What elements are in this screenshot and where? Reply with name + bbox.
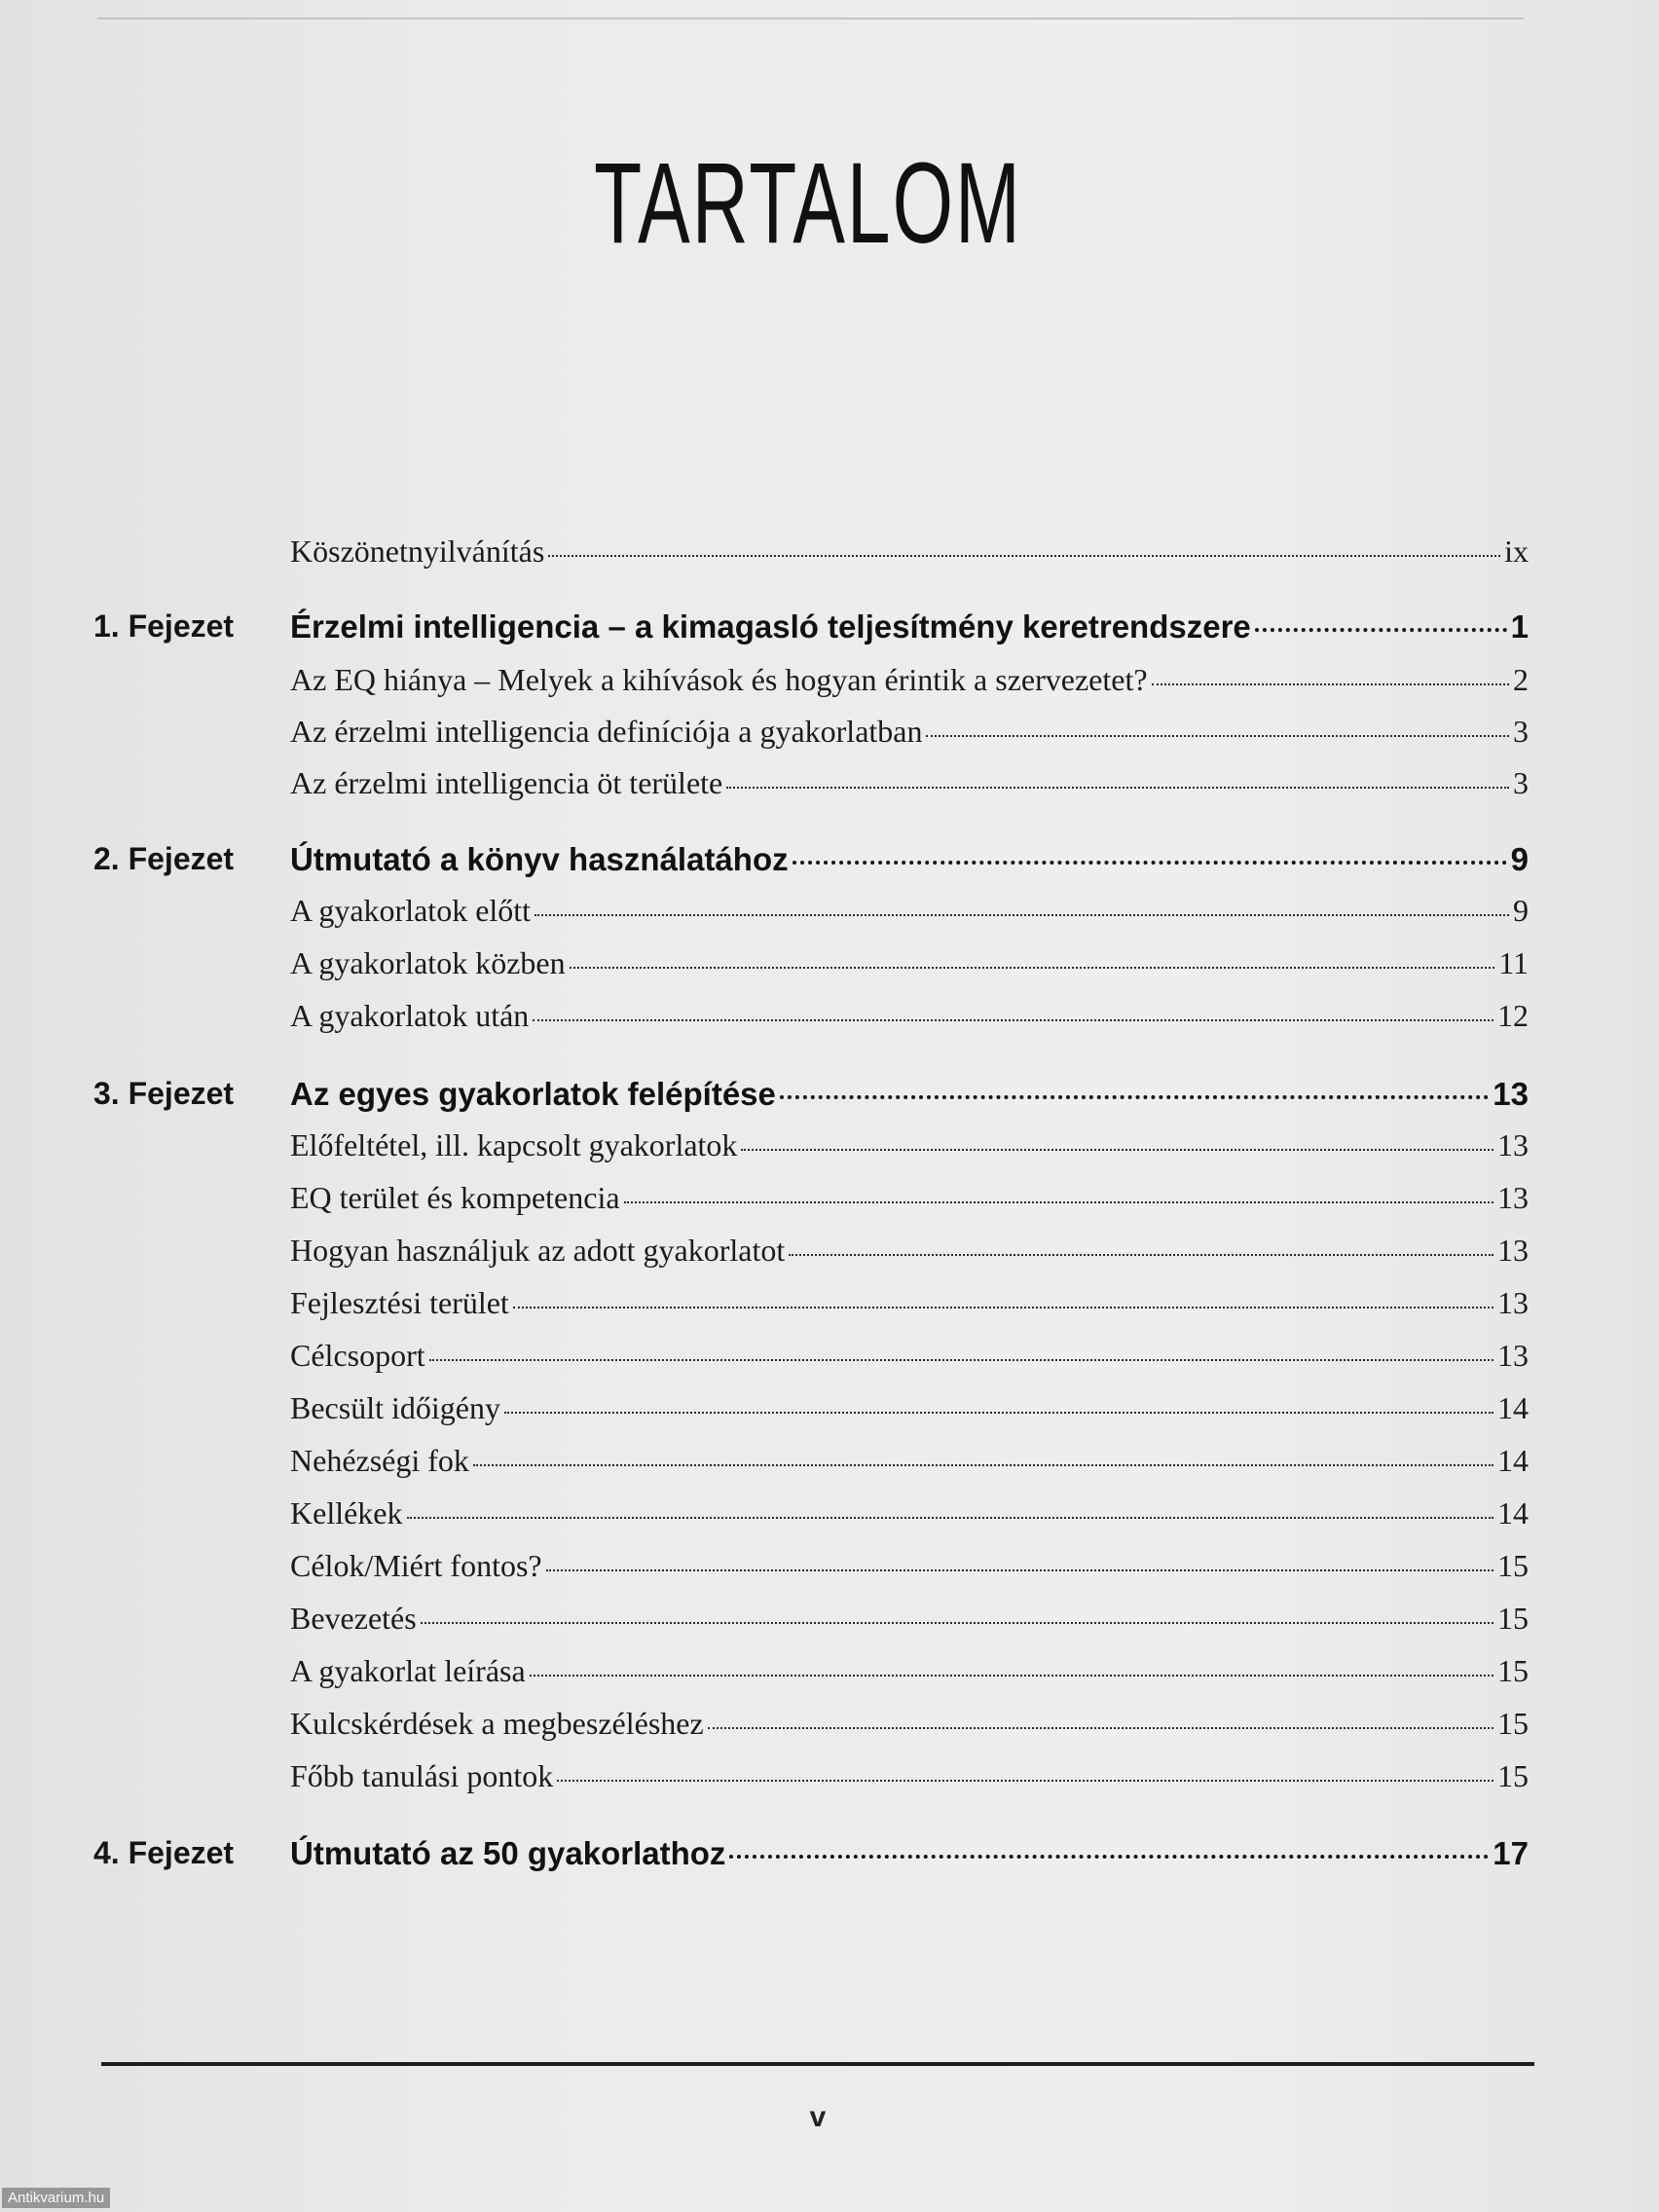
toc-section-row xyxy=(93,1758,1529,1809)
dot-leader xyxy=(407,1517,1494,1519)
toc-page-number: 2 xyxy=(1513,662,1529,697)
toc-entry xyxy=(290,714,1529,750)
toc-entry-title: A gyakorlatok előtt xyxy=(290,893,532,928)
toc-entry-title: Nehézségi fok xyxy=(290,1443,469,1478)
toc-entry xyxy=(290,534,1529,570)
toc-entry xyxy=(290,608,1529,645)
dot-leader xyxy=(624,1201,1493,1203)
toc-section-row xyxy=(93,945,1529,996)
toc-entry-title: Főbb tanulási pontok xyxy=(290,1758,554,1793)
chapter-label: 1. Fejezet xyxy=(93,608,235,644)
toc-page-number: ix xyxy=(1504,534,1529,569)
chapter-label: 4. Fejezet xyxy=(93,1835,235,1870)
toc-entry xyxy=(290,945,1529,981)
toc-page-number: 17 xyxy=(1493,1835,1529,1871)
toc-page-number: 14 xyxy=(1497,1443,1529,1478)
dot-leader xyxy=(429,1359,1493,1361)
toc-entry-title: Köszönetnyilvánítás xyxy=(290,534,545,569)
toc-page-number: 13 xyxy=(1497,1180,1529,1215)
toc-entry xyxy=(290,1653,1529,1689)
dot-leader xyxy=(789,1254,1493,1256)
dot-leader xyxy=(1152,683,1509,685)
toc-page-number: 15 xyxy=(1497,1653,1529,1688)
toc-page-number: 15 xyxy=(1497,1758,1529,1793)
toc-page-number: 14 xyxy=(1497,1390,1529,1425)
toc-entry xyxy=(290,765,1529,801)
toc-entry-title: Becsült időigény xyxy=(290,1390,500,1425)
toc-entry-title: A gyakorlatok közben xyxy=(290,945,566,980)
toc-section-row xyxy=(93,534,1529,584)
toc-entry xyxy=(290,1127,1529,1163)
toc-page-number: 13 xyxy=(1497,1338,1529,1373)
toc-page-number: 11 xyxy=(1498,945,1529,980)
toc-section-row xyxy=(93,1495,1529,1546)
toc-page-number: 15 xyxy=(1497,1601,1529,1636)
toc-entry-title: Célcsoport xyxy=(290,1338,425,1373)
toc-entry-title: Érzelmi intelligencia – a kimagasló teljesítmény keretrendszere xyxy=(290,608,1251,645)
toc-page-number: 3 xyxy=(1513,714,1529,749)
chapter-label: 2. Fejezet xyxy=(93,841,235,876)
dot-leader xyxy=(793,861,1507,865)
toc-section-row xyxy=(93,765,1529,816)
toc-entry xyxy=(290,1835,1529,1872)
toc-section-row xyxy=(93,1548,1529,1599)
toc-section-row xyxy=(93,1443,1529,1493)
watermark-label: Antikvarium.hu xyxy=(2,2188,110,2208)
toc-chapter-row xyxy=(93,608,1529,659)
toc-entry-title: Célok/Miért fontos? xyxy=(290,1548,542,1583)
toc-entry-title: Fejlesztési terület xyxy=(290,1285,509,1320)
toc-entry-title: Útmutató a könyv használatához xyxy=(290,841,789,877)
toc-entry xyxy=(290,1338,1529,1374)
dot-leader xyxy=(741,1149,1493,1151)
toc-entry-title: Bevezetés xyxy=(290,1601,417,1636)
toc-entry xyxy=(290,1076,1529,1113)
toc-page-number: 15 xyxy=(1497,1548,1529,1583)
toc-section-row xyxy=(93,662,1529,713)
toc-page-number: 13 xyxy=(1497,1233,1529,1268)
footer-divider xyxy=(101,2062,1534,2066)
toc-entry xyxy=(290,841,1529,878)
page-number: v xyxy=(809,2101,827,2133)
toc-entry-title: Kellékek xyxy=(290,1495,403,1530)
toc-chapter-row xyxy=(93,1835,1529,1886)
toc-entry-title: Az egyes gyakorlatok felépítése xyxy=(290,1076,776,1112)
toc-section-row xyxy=(93,1285,1529,1336)
toc-entry xyxy=(290,1285,1529,1321)
chapter-label: 3. Fejezet xyxy=(93,1076,235,1111)
dot-leader xyxy=(708,1727,1493,1729)
toc-entry xyxy=(290,1601,1529,1637)
toc-entry xyxy=(290,1758,1529,1794)
toc-section-row xyxy=(93,893,1529,943)
dot-leader xyxy=(548,555,1500,557)
toc-chapter-row xyxy=(93,1076,1529,1126)
dot-leader xyxy=(1255,628,1507,632)
toc-page-number: 15 xyxy=(1497,1706,1529,1741)
dot-leader xyxy=(421,1622,1493,1624)
toc-page-number: 3 xyxy=(1513,765,1529,800)
dot-leader xyxy=(546,1569,1493,1571)
toc-entry-title: A gyakorlatok után xyxy=(290,998,530,1033)
dot-leader xyxy=(473,1464,1493,1466)
dot-leader xyxy=(780,1095,1489,1099)
toc-section-row xyxy=(93,1706,1529,1756)
toc-entry xyxy=(290,1180,1529,1216)
toc-page-number: 13 xyxy=(1493,1076,1529,1112)
toc-page-number: 1 xyxy=(1510,608,1529,645)
toc-entry xyxy=(290,1495,1529,1531)
dot-leader xyxy=(533,1019,1493,1021)
toc-entry xyxy=(290,1443,1529,1479)
toc-section-row xyxy=(93,1180,1529,1231)
toc-entry xyxy=(290,1233,1529,1269)
toc-page-number: 12 xyxy=(1497,998,1529,1033)
toc-page-number: 14 xyxy=(1497,1495,1529,1530)
toc-entry-title: Az érzelmi intelligencia öt területe xyxy=(290,765,723,800)
toc-entry-title: Hogyan használjuk az adott gyakorlatot xyxy=(290,1233,786,1268)
toc-section-row xyxy=(93,714,1529,764)
toc-section-row xyxy=(93,1127,1529,1178)
toc-section-row xyxy=(93,1233,1529,1283)
toc-section-row xyxy=(93,1653,1529,1704)
toc-section-row xyxy=(93,1390,1529,1441)
toc-entry-title: Az EQ hiánya – Melyek a kihívások és hogyan érintik a szervezetet? xyxy=(290,662,1148,697)
dot-leader xyxy=(926,735,1509,737)
toc-entry-title: EQ terület és kompetencia xyxy=(290,1180,620,1215)
toc-entry xyxy=(290,1548,1529,1584)
toc-section-row xyxy=(93,1601,1529,1651)
toc-page-number: 9 xyxy=(1513,893,1529,928)
toc-entry-title: Előfeltétel, ill. kapcsolt gyakorlatok xyxy=(290,1127,738,1162)
toc-chapter-row xyxy=(93,841,1529,892)
dot-leader xyxy=(726,787,1509,789)
dot-leader xyxy=(504,1412,1493,1414)
toc-entry xyxy=(290,1706,1529,1742)
dot-leader xyxy=(570,967,1495,969)
toc-page-number: 13 xyxy=(1497,1285,1529,1320)
dot-leader xyxy=(513,1307,1493,1309)
toc-entry xyxy=(290,662,1529,698)
toc-entry xyxy=(290,998,1529,1034)
dot-leader xyxy=(530,1675,1493,1677)
top-divider xyxy=(97,18,1524,19)
toc-entry-title: A gyakorlat leírása xyxy=(290,1653,526,1688)
toc-page-number: 9 xyxy=(1510,841,1529,877)
toc-entry xyxy=(290,1390,1529,1426)
toc-page-number: 13 xyxy=(1497,1127,1529,1162)
toc-entry-title: Kulcskérdések a megbeszéléshez xyxy=(290,1706,704,1741)
toc-entry xyxy=(290,893,1529,929)
toc-entry-title: Az érzelmi intelligencia definíciója a gyakorlatban xyxy=(290,714,923,749)
dot-leader xyxy=(535,914,1509,916)
dot-leader xyxy=(729,1855,1489,1859)
toc-section-row xyxy=(93,998,1529,1049)
toc-section-row xyxy=(93,1338,1529,1388)
toc-entry-title: Útmutató az 50 gyakorlathoz xyxy=(290,1835,726,1871)
page-title: TARTALOM xyxy=(594,139,1022,268)
dot-leader xyxy=(557,1780,1493,1782)
